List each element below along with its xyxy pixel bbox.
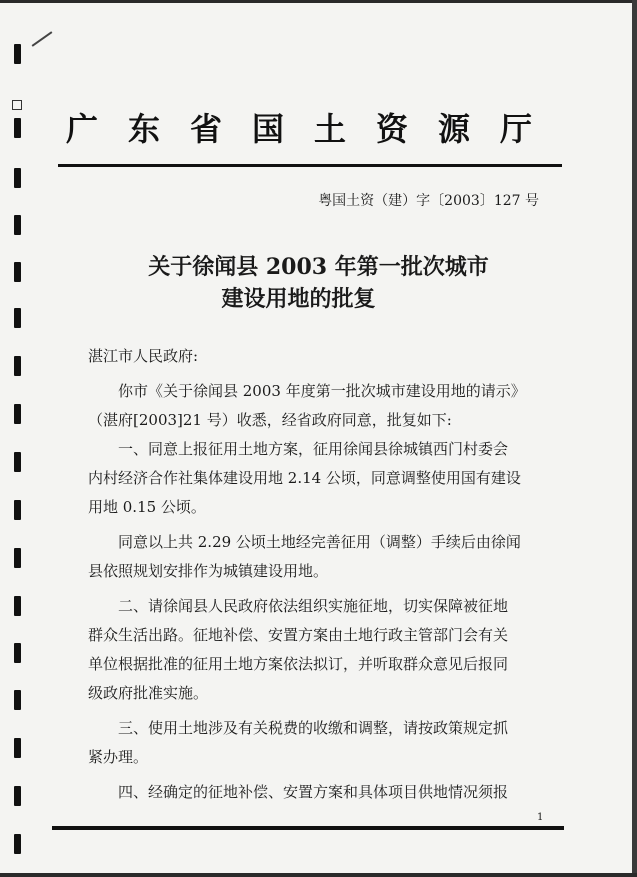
binding-mark [14,786,21,806]
body-line: 同意以上共 2.29 公顷土地经完善征用（调整）手续后由徐闻 [118,533,521,551]
binding-hole [12,100,22,110]
addressee: 湛江市人民政府: [88,347,199,365]
footer-rule [52,826,564,830]
body-line: 级政府批准实施。 [88,684,209,702]
body-line: 你市《关于徐闻县 2003 年度第一批次城市建设用地的请示》 [118,382,526,400]
body-line: 紧办理。 [88,748,149,766]
binding-mark [14,44,21,64]
binding-mark [14,118,21,138]
binding-mark [14,168,21,188]
binding-mark [14,596,21,616]
page-number: 1 [537,812,544,823]
binding-mark [14,356,21,376]
document-title-line-1: 关于徐闻县 2003 年第一批次城市 [148,254,489,280]
binding-mark [14,548,21,568]
pen-mark [32,31,53,46]
binding-mark [14,690,21,710]
scan-border-top [0,0,637,3]
body-line: 群众生活出路。征地补偿、安置方案由土地行政主管部门会有关 [88,626,509,644]
body-line: 用地 0.15 公顷。 [88,498,206,516]
body-line: 四、经确定的征地补偿、安置方案和具体项目供地情况须报 [118,783,509,801]
binding-mark [14,215,21,235]
header-rule [58,164,562,167]
binding-mark [14,452,21,472]
body-line: 二、请徐闻县人民政府依法组织实施征地，切实保障被征地 [118,597,509,615]
binding-mark [14,834,21,854]
binding-mark [14,404,21,424]
agency-name: 广东省国土资源厅 [66,110,563,148]
scan-border-right [632,0,637,877]
binding-mark [14,500,21,520]
binding-holes [12,0,26,877]
body-line: 一、同意上报征用土地方案，征用徐闻县徐城镇西门村委会 [118,440,509,458]
body-line: 单位根据批准的征用土地方案依法拟订，并听取群众意见后报同 [88,655,509,673]
document-title-line-2: 建设用地的批复 [221,286,376,312]
scan-border-bottom [0,873,637,877]
binding-mark [14,738,21,758]
binding-mark [14,643,21,663]
body-line: 内村经济合作社集体建设用地 2.14 公顷，同意调整使用国有建设 [88,469,521,487]
document-body [88,342,558,807]
body-line: （湛府[2003]21 号）收悉，经省政府同意，批复如下: [88,411,452,429]
body-line: 县依照规划安排作为城镇建设用地。 [88,562,329,580]
document-number: 粤国土资（建）字〔2003〕127 号 [318,193,539,209]
body-line: 三、使用土地涉及有关税费的收缴和调整，请按政策规定抓 [118,719,509,737]
